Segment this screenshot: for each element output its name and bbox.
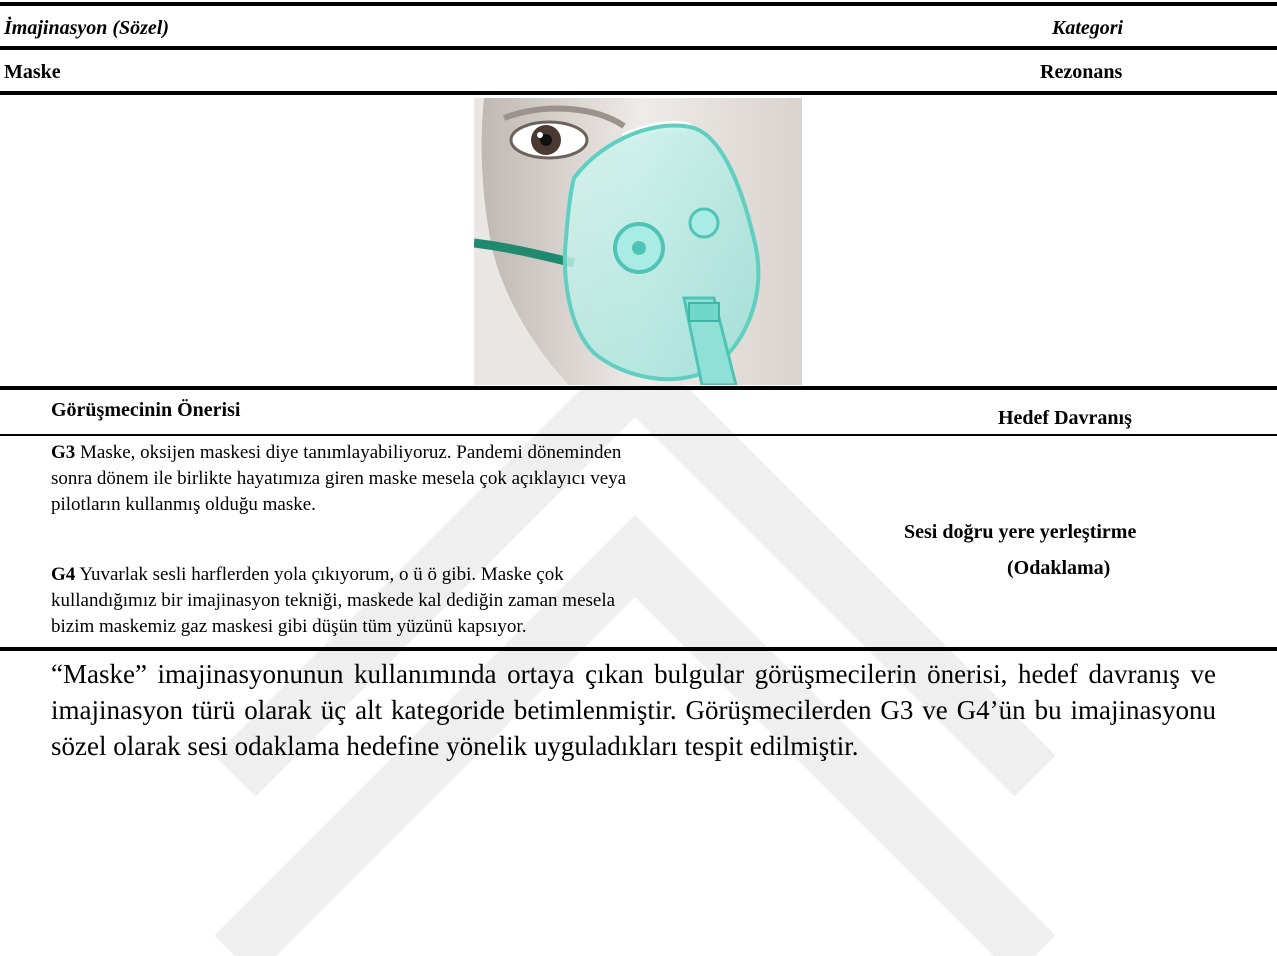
body-paragraph: “Maske” imajinasyonunun kullanımında ortaya çıkan bulgular görüşmecilerin önerisi, hedef davranış ve imajinasyon türü olarak üç alt kategoride betimlenmiştir. Görüşmecilerden G3 ve G4’ün bu imajinasyonu sözel olarak sesi odaklama hedefine yönelik uyguladıkları tespit edilmiştir. <box>51 659 1216 761</box>
suggestion-g3-line-3: pilotların kullanmış olduğu maske. <box>51 494 316 515</box>
suggestion-g4-line-3: bizim maskemiz gaz maskesi gibi düşün tüm yüzünü kapsıyor. <box>51 616 527 637</box>
header-interviewer-suggestion: Görüşmecinin Önerisi <box>51 399 241 421</box>
suggestion-g3-line-1: G3 Maske, oksijen maskesi diye tanımlayabiliyoruz. Pandemi döneminden <box>51 442 622 463</box>
table-top-rule <box>0 2 1277 6</box>
suggestion-code: G3 <box>51 442 76 463</box>
target-behavior-line-2: (Odaklama) <box>1007 557 1111 579</box>
suggestion-g3-line-2: sonra dönem ile birlikte hayatımıza giren maske mesela çok açıklayıcı veya <box>51 468 627 489</box>
value-rule <box>0 91 1277 95</box>
header-rule <box>0 46 1277 50</box>
suggestion-code: G4 <box>51 564 76 585</box>
oxygen-mask-illustration <box>474 98 802 385</box>
target-behavior-line-1: Sesi doğru yere yerleştirme <box>904 521 1137 543</box>
category-value: Rezonans <box>1040 61 1123 83</box>
sub-header-rule <box>0 434 1277 436</box>
oxygen-mask-photo <box>474 98 802 385</box>
figure-rule <box>0 386 1277 390</box>
header-target-behavior: Hedef Davranış <box>998 407 1132 429</box>
table-bottom-rule <box>0 647 1277 651</box>
suggestion-g4-line-1: G4 Yuvarlak sesli harflerden yola çıkıyorum, o ü ö gibi. Maske çok <box>51 564 564 585</box>
header-category: Kategori <box>1052 17 1124 39</box>
imagination-name: Maske <box>4 61 61 83</box>
suggestion-g4-line-2: kullandığımız bir imajinasyon tekniği, maskede kal dediğin zaman mesela <box>51 590 616 611</box>
header-imagination-type: İmajinasyon (Sözel) <box>4 17 170 39</box>
